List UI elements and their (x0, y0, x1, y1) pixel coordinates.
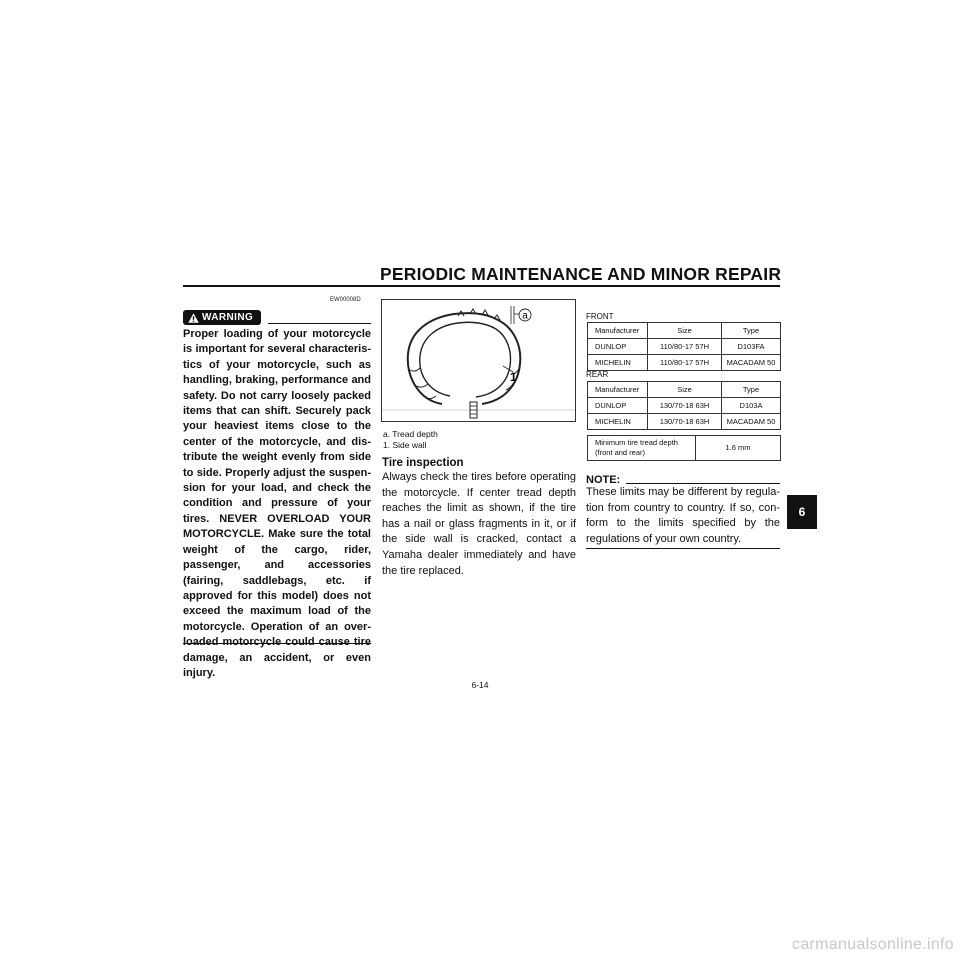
table-row (588, 436, 781, 461)
table-cell: MICHELIN (588, 414, 648, 430)
callout-a: a (522, 310, 528, 322)
page-number: 6-14 (471, 680, 489, 690)
warning-code: EW00008D (330, 297, 361, 303)
figure-caption (383, 429, 438, 451)
table-header: Type (722, 382, 781, 398)
table-cell: MACADAM 50 (722, 414, 781, 430)
table-cell: DUNLOP (588, 398, 648, 414)
table-cell: D103FA (722, 339, 781, 355)
rear-label: REAR (586, 370, 609, 379)
warning-label: WARNING (202, 312, 254, 323)
table-row (588, 355, 781, 371)
callout-1: 1 (510, 370, 517, 384)
page-title: PERIODIC MAINTENANCE AND MINOR REPAIR (380, 264, 782, 284)
note-text: These limits may be different by regulation from country to country. If so, conform to the limits specified by the regulations of your own country. (586, 486, 780, 545)
tire-illustration (408, 309, 521, 418)
tread-depth-label (588, 436, 696, 461)
front-tire-table (587, 322, 781, 371)
note-label: NOTE: (586, 474, 621, 486)
table-cell: MICHELIN (588, 355, 648, 371)
caption-line: a. Tread depth (383, 429, 438, 439)
table-row (588, 398, 781, 414)
note-rule-bottom (586, 548, 780, 549)
chapter-tab[interactable]: 6 (787, 495, 817, 529)
table-cell: 130/70-18 63H (648, 414, 722, 430)
tread-depth-value: 1.6 mm (696, 436, 781, 461)
table-cell: 130/70-18 63H (648, 398, 722, 414)
warning-rule-top (268, 323, 371, 324)
table-cell: 110/80-17 57H (648, 339, 722, 355)
warning-triangle-icon (188, 313, 199, 323)
table-header: Size (648, 382, 722, 398)
tread-depth-marker (511, 306, 531, 324)
table-cell: 110/80-17 57H (648, 355, 722, 371)
tire-inspection-text: Always check the tires before operating the motorcycle. If center tread depth reaches the limit as shown, if the tire has a nail or glass fragments in it, or if the side wall is cracked, contact a Yamaha dealer immediately and have the tire replaced. (382, 471, 576, 577)
table-header: Type (722, 323, 781, 339)
table-cell: MACADAM 50 (722, 355, 781, 371)
table-row (588, 414, 781, 430)
warning-badge (183, 310, 261, 325)
warning-rule-bottom (183, 643, 371, 644)
note-rule-top (626, 483, 780, 484)
table-header-row (588, 382, 781, 398)
title-rule (183, 285, 780, 287)
watermark: carmanualsonline.info (792, 936, 954, 953)
table-header: Size (648, 323, 722, 339)
rear-tire-table (587, 381, 781, 430)
table-header-row (588, 323, 781, 339)
table-row (588, 339, 781, 355)
tread-depth-table (587, 435, 781, 461)
table-cell: DUNLOP (588, 339, 648, 355)
caption-line: 1. Side wall (383, 440, 427, 450)
front-label: FRONT (586, 312, 614, 321)
table-cell: D103A (722, 398, 781, 414)
warning-text: Proper loading of your motorcycle is important for several characteristics of your motorcycle, such as handling, braking, performance and safety. Do not carry loosely packed items that can shift. Securely pack your heaviest items close to the center of the motorcycle, and distribute the weight evenly from side to side. Properly adjust the suspension for your load, and check the condition and pressure of your tires. NEVER OVERLOAD YOUR MOTORCYCLE. Make sure the total weight of the cargo, rider, passenger, and accessories (fairing, saddlebags, etc. if approved for this model) does not exceed the maximum load of the motorcycle. Operation of an over damage, an accident, or even injury. (183, 328, 371, 679)
table-header: Manufacturer (588, 323, 648, 339)
tire-figure (381, 299, 576, 422)
table-header: Manufacturer (588, 382, 648, 398)
tread-depth-label-line: (front and rear) (595, 448, 646, 457)
section-heading: Tire inspection (382, 457, 464, 469)
tread-depth-label-line: Minimum tire tread depth (595, 438, 678, 447)
